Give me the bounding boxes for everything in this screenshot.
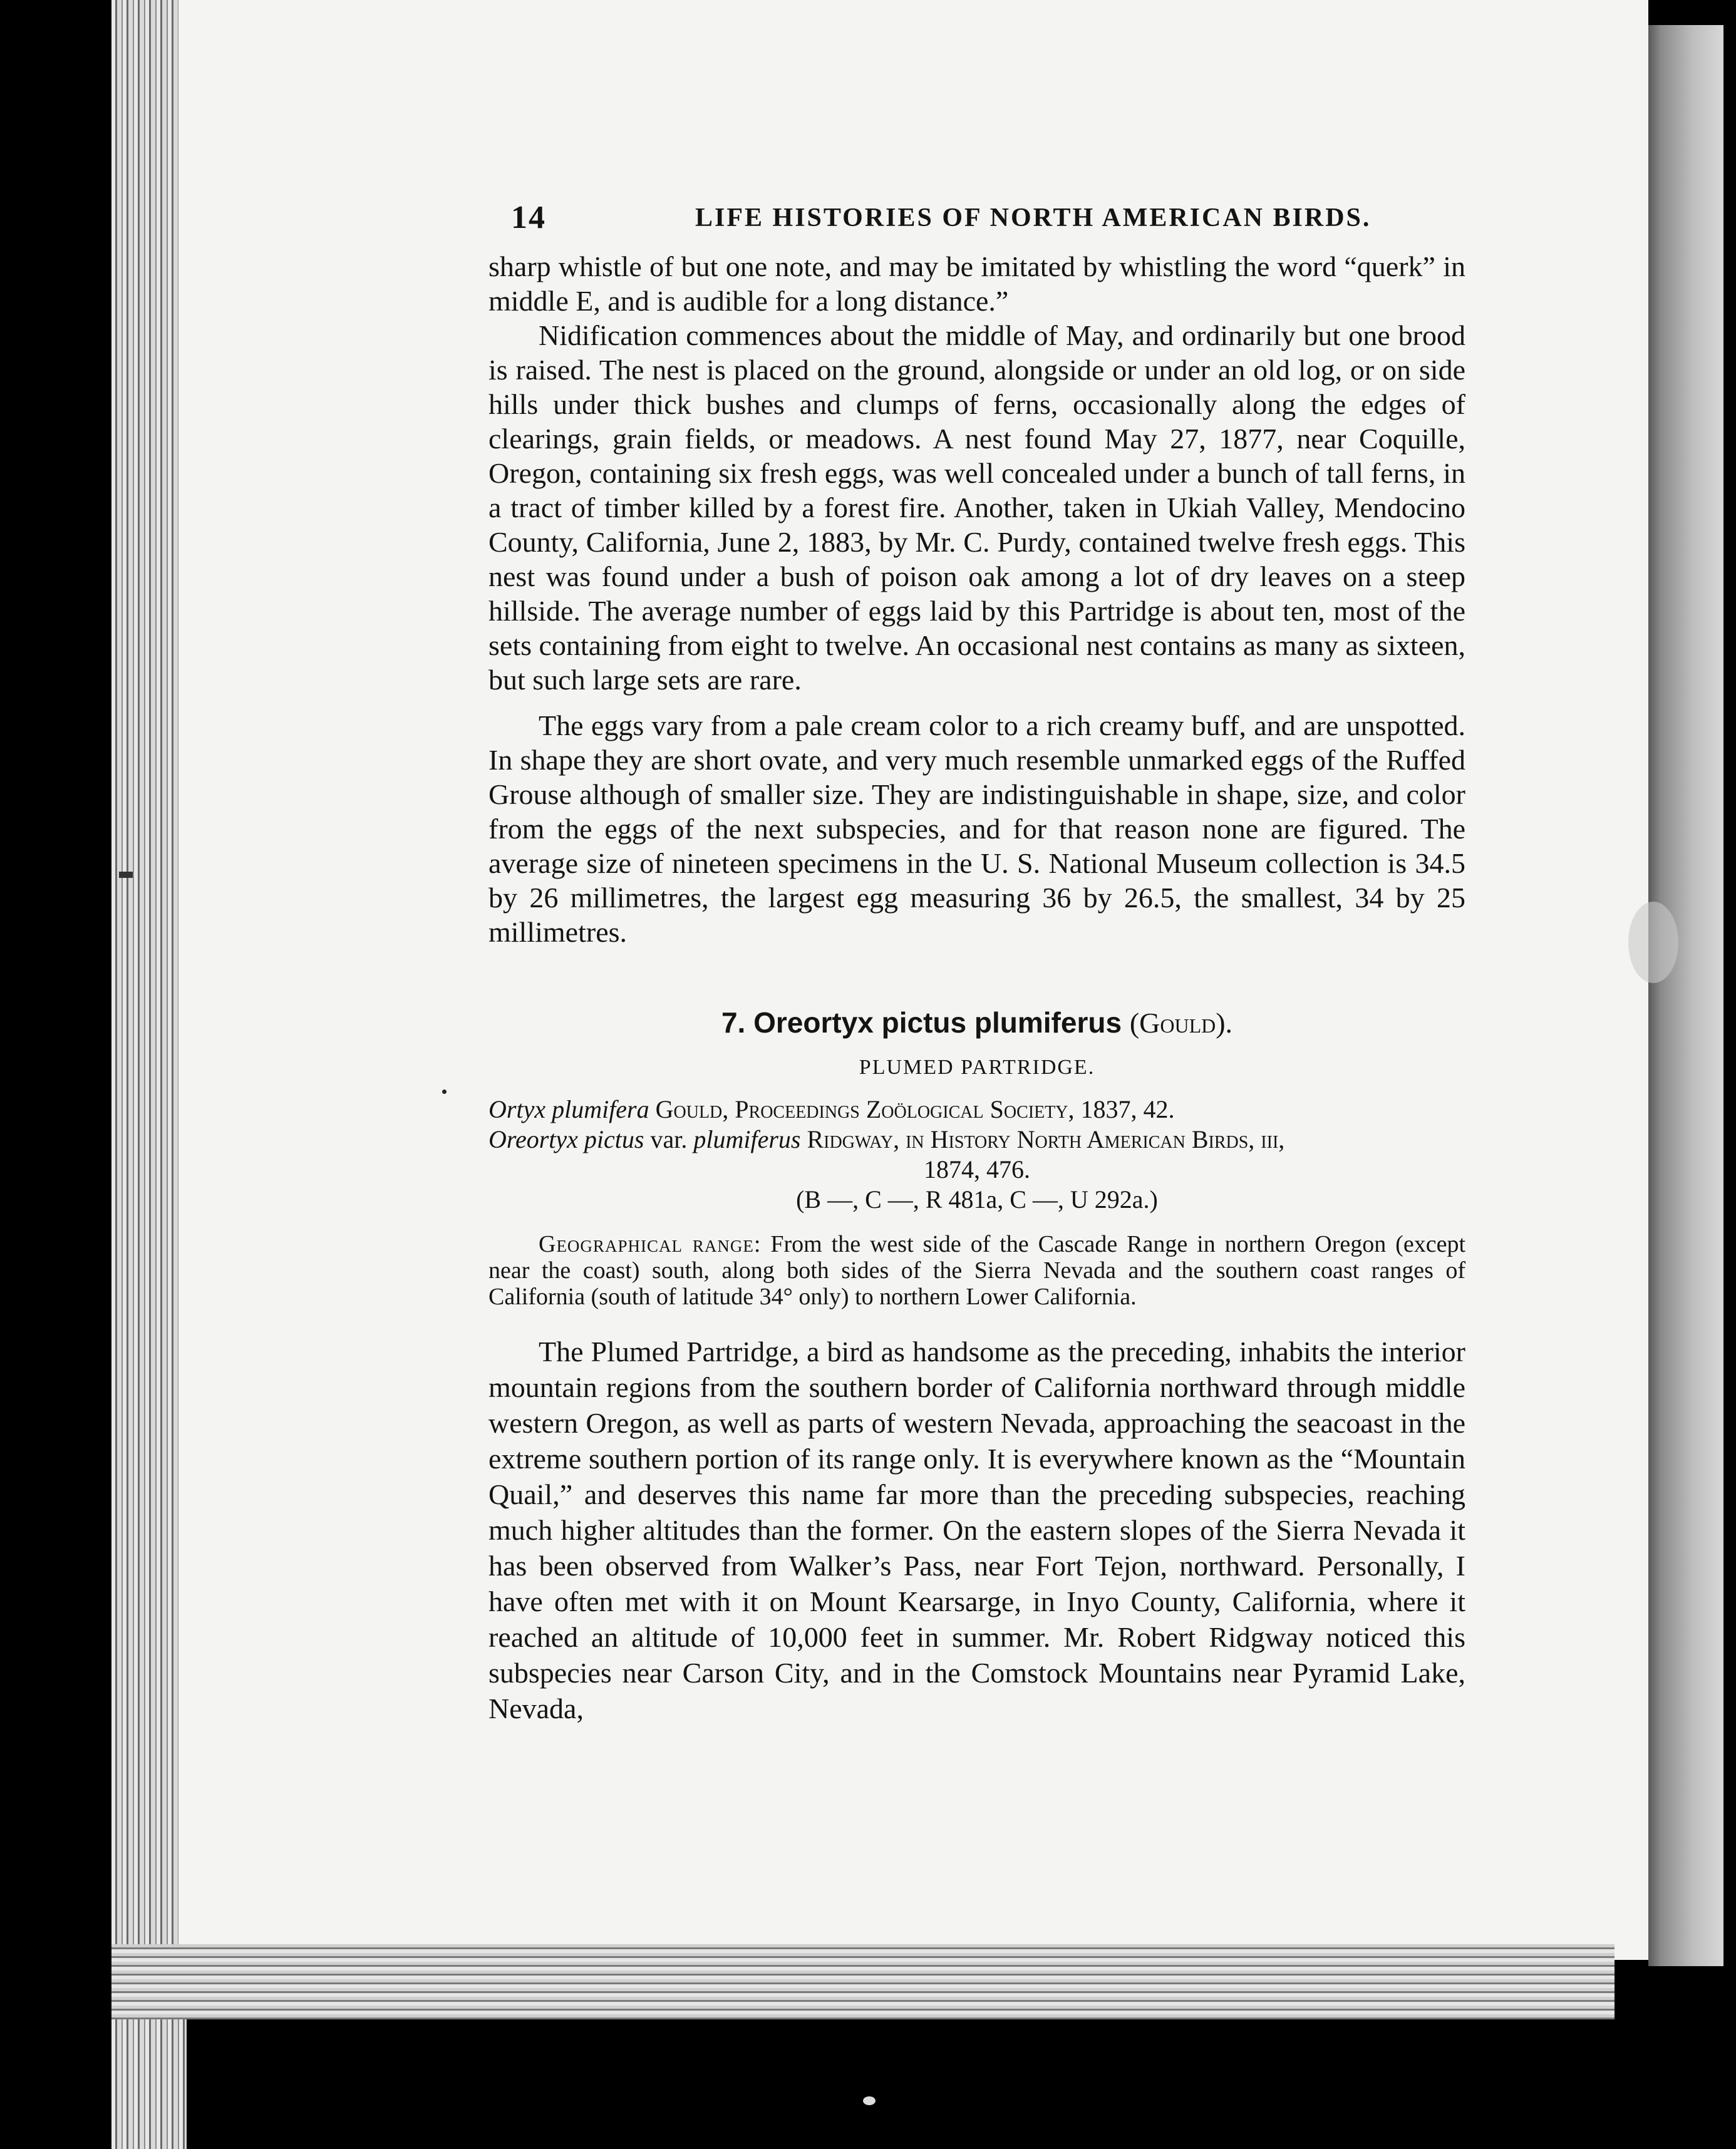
common-name: PLUMED PARTRIDGE. [859,1056,1095,1079]
running-title: LIFE HISTORIES OF NORTH AMERICAN BIRDS. [695,204,1372,232]
stray-dot [442,1090,447,1094]
running-head [488,199,1465,249]
facing-page-edge [1648,25,1723,1966]
synonym-1-citation: Gould, Proceedings Zoölogical Society, 1837, 42. [649,1095,1175,1123]
catalog-codes: (B —, C —, R 481a, C —, U 292a.) [796,1185,1158,1214]
page-number: 14 [511,200,546,235]
synonym-2-var: var. [644,1125,694,1153]
synonym-line-1 [488,1095,1465,1125]
page-content [488,199,1465,1726]
synonym-line-2 [488,1125,1465,1155]
synonym-2-name: Oreortyx pictus [488,1125,644,1153]
right-edge-top [1648,0,1723,25]
synonym-1-name: Ortyx plumifera [488,1095,649,1123]
range-label: Geographical range: [539,1231,762,1257]
book-binding-edge [111,0,187,2149]
species-number: 7. [721,1006,746,1039]
paragraph-continued: sharp whistle of but one note, and may be imitated by whistling the word “querk” in middle E, and is audible for a long distance.” [488,250,1465,317]
paragraph-nidification: Nidification commences about the middle of May, and ordinarily but one brood is raised. The nest is placed on the ground, alongside or under an old log, or on side hills under thick bushes and clumps of ferns, occasionally along the edges of clearings, grain fields, or meadows. A nest found May 27, 1877, near Coquille, Oregon, containing six fresh eggs, was well concealed under a bunch of tall ferns, in a tract of timber killed by a forest fire. Another, taken in Ukiah Valley, Mendocino County, California, June 2, 1883, by Mr. C. Purdy, contained twelve fresh eggs. This nest was found under a bush of poison oak among a lot of dry leaves on a steep hillside. The average number of eggs laid by this Partridge is about ten, most of the sets containing from eight to twelve. An occasional nest contains as many as sixteen, but such large sets are rare. [488,319,1465,696]
species-name: Oreortyx pictus plumiferus [753,1006,1122,1039]
synonymy [488,1095,1465,1215]
paragraph-plumed-partridge: The Plumed Partridge, a bird as handsome as the preceding, inhabits the interior mountain regions from the southern border of California northward through middle western Oregon, as well as parts of western Nevada, approaching the seacoast in the extreme southern portion of its range only. It is everywhere known as the “Mountain Quail,” and deserves this name far more than the preceding subspecies, reaching much higher altitudes than the former. On the eastern slopes of the Sierra Nevada it has been observed from Walker’s Pass, near Fort Tejon, northward. Personally, I have often met with it on Mount Kearsarge, in Inyo County, California, where it reached an altitude of 10,000 feet in summer. Mr. Robert Ridgway noticed this subspecies near Carson City, and in the Comstock Mountains near Pyramid Lake, Nevada, [488,1336,1465,1724]
species-heading [488,1006,1465,1039]
range-text: From the west side of the Cascade Range in northern Oregon (except near the coast) south, along both sides of the Sierra Nevada and the southern coast ranges of California (south of latitude 34° only) to northern Lower California. [488,1231,1465,1310]
synonym-line-2-cont: 1874, 476. [924,1155,1030,1183]
bottom-mark [863,2096,876,2105]
synonym-2-subspecies: plumiferus [693,1125,801,1153]
synonym-2-citation: Ridgway, in History North American Birds, iii, [800,1125,1285,1153]
page-stain [1628,902,1678,983]
species-author: (Gould). [1129,1007,1233,1039]
paragraph-eggs: The eggs vary from a pale cream color to a rich creamy buff, and are unspotted. In shape they are short ovate, and very much resemble unmarked eggs of the Ruffed Grouse although of smaller size. They are indistinguishable in shape, size, and color from the eggs of the next subspecies, and for that reason none are figured. The average size of nineteen specimens in the U. S. National Museum collection is 34.5 by 26 millimetres, the largest egg measuring 36 by 26.5, the smallest, 34 by 25 millimetres. [488,709,1465,948]
book-bottom-edge [111,1944,1615,2019]
geographical-range [488,1231,1465,1310]
gutter-mark [119,872,133,878]
